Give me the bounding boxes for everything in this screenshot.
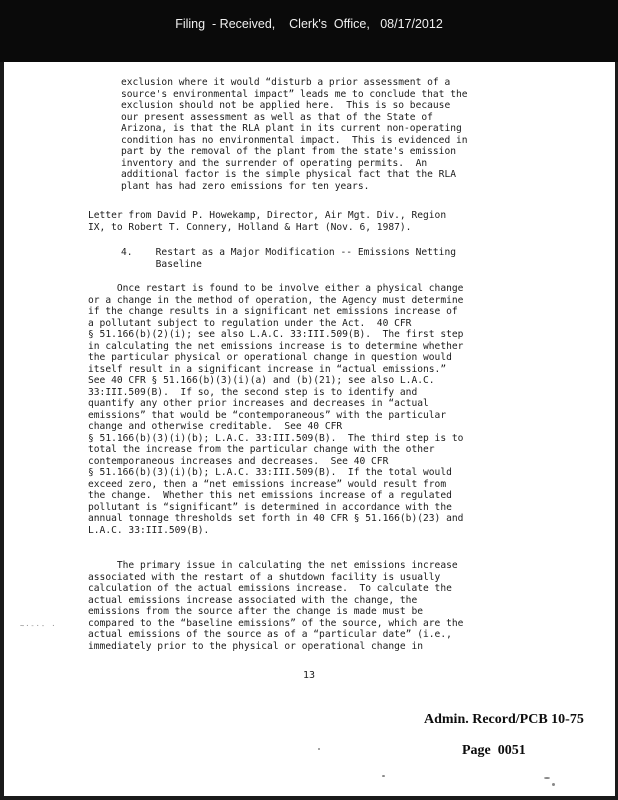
letter-citation: Letter from David P. Howekamp, Director, Air Mgt. Div., Region IX, to Robert T. Connery, Holland & Hart (Nov. 6, 1987). <box>88 210 447 233</box>
record-page-stamp: Page 0051 <box>462 743 526 758</box>
quote-block: exclusion where it would “disturb a prior assessment of a source's environmental impact” leads me to conclude that the exclusion should not be applied here. This is so because our present assessment as well as that of the State of Arizona, is that the RLA plant in its current non-operating condition has no environmental impact. This is evidenced in part by the removal of the plant from the state's emission inventory and the surrender of operating permits. An additional factor is the simple physical fact that the RLA plant has had zero emissions for ten years. <box>121 77 468 192</box>
bottom-scan-border <box>0 796 618 800</box>
scan-speck <box>318 748 320 750</box>
admin-record-stamp: Admin. Record/PCB 10-75 <box>424 712 584 727</box>
filing-header: Filing - Received, Clerk's Office, 08/17/2012 <box>175 17 443 31</box>
paragraph-baseline-emissions: The primary issue in calculating the net emissions increase associated with the restart of a shutdown facility is usually calculation of the actual emissions increase. To calculate the actual emissions increase associated with the change, the emissions from the source after the change is made must be compared to the “baseline emissions” of the source, which are the actual emissions of the source as of a “particular date” (i.e., immediately prior to the physical or operational change in <box>88 560 464 652</box>
scan-speck <box>382 775 385 777</box>
scan-speck <box>552 783 555 786</box>
scan-speck <box>544 777 550 779</box>
header-band <box>0 0 618 62</box>
left-scan-border <box>0 62 4 800</box>
page-number: 13 <box>302 670 316 681</box>
margin-scan-mark: ~·-·- · <box>20 622 57 630</box>
paragraph-restart-analysis: Once restart is found to be involve either a physical change or a change in the method of operation, the Agency must determine if the change results in a significant net emissions increase of a pollutant subject to regulation under the Act. 40 CFR § 51.166(b)(2)(i); see also L.A.C. 33:III.509(B). The first step in calculating the net emissions increase is to determine whether the particular physical or operational change in question would itself result in a significant increase in “actual emissions.” See 40 CFR § 51.166(b)(3)(i)(a) and (b)(21); see also L.A.C. 33:III.509(B). If so, the second step is to identify and quantify any other prior increases and decreases in “actual emissions” that would be “contemporaneous” with the particular change and otherwise creditable. See 40 CFR § 51.166(b)(3)(i)(b); L.A.C. 33:III.509(B). The third step is to total the increase from the particular change with the other contemporaneous increases and decreases. See 40 CFR § 51.166(b)(3)(i)(b); L.A.C. 33:III.509(B). If the total would exceed zero, then a “net emissions increase” would result from the change. Whether this net emissions increase of a regulated pollutant is “significant” is determined in accordance with the annual tonnage thresholds set forth in 40 CFR § 51.166(b)(23) and L.A.C. 33:III.509(B). <box>88 283 464 536</box>
section-heading: 4. Restart as a Major Modification -- Emissions Netting Baseline <box>121 247 457 270</box>
